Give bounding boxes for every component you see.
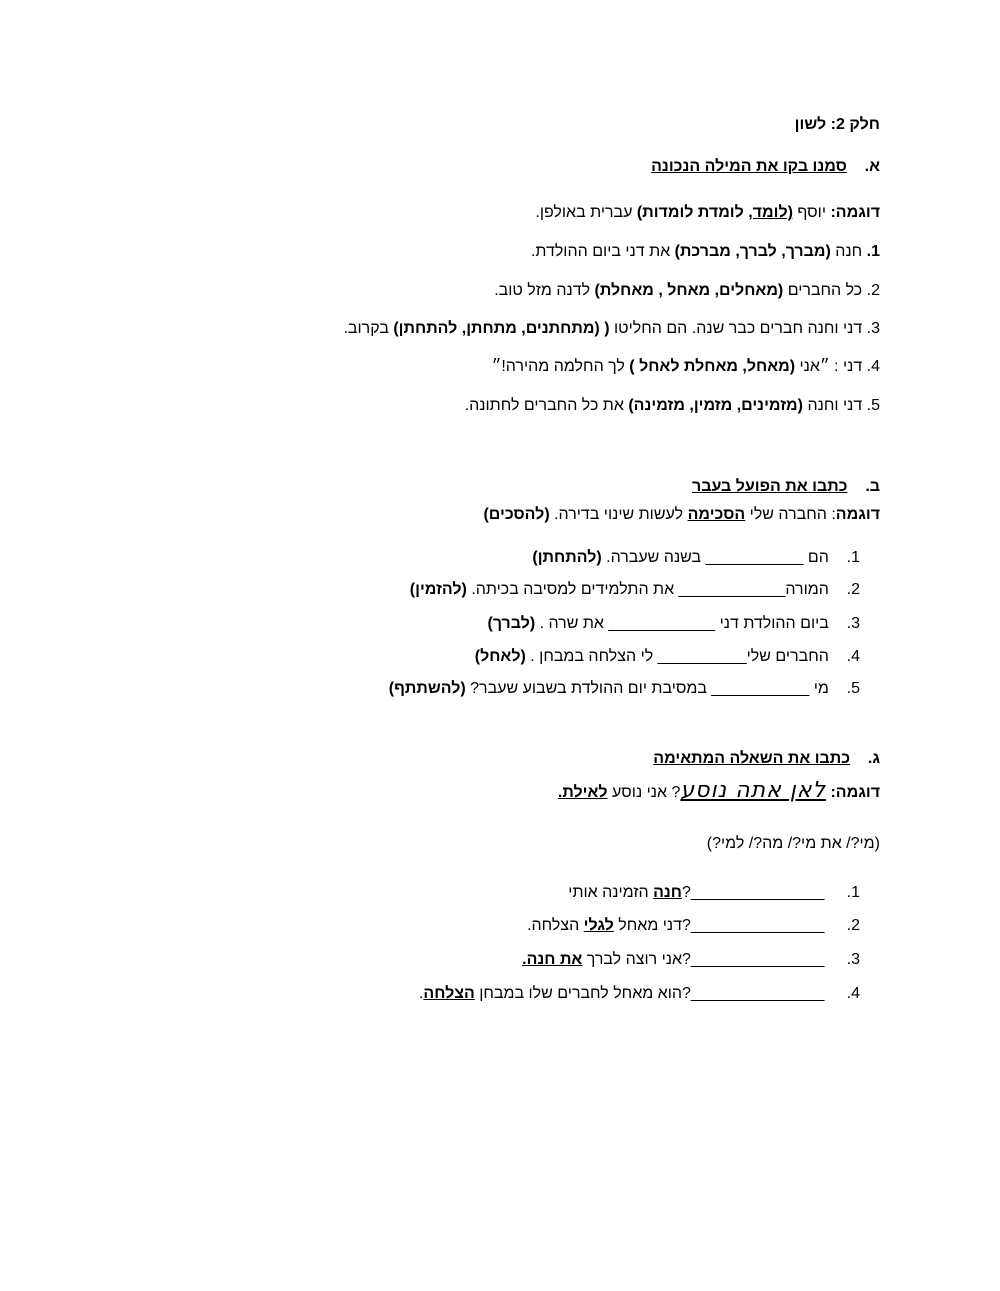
fill-blank[interactable]: החברים שלי__________ לי הצלחה במבחן .: [525, 648, 829, 665]
section-a-item-1: 1. חנה (מברך, לברך, מברכת) את דני ביום ההולדת.: [530, 243, 880, 260]
fill-blank[interactable]: _______________: [690, 884, 825, 901]
section-a-title: סמנו בקו את המילה הנכונה: [651, 158, 847, 175]
example-choice-marked: (לומד,: [748, 204, 793, 221]
section-b-item-5: 5. מי ___________ במסיבת יום ההולדת בשבוע שעבר? (להשתתף): [388, 680, 860, 697]
handwritten-question: לאן אתה נוסע: [680, 778, 826, 803]
section-a-example: דוגמה: יוסף (לומד, לומדת לומדות) עברית באולפן.: [535, 204, 880, 221]
section-c-item-2: 2. _______________?דני מאחל לגלי הצלחה.: [527, 917, 860, 934]
choice-group[interactable]: (מזמינים, מזמין, מזמינה): [628, 397, 803, 414]
fill-blank[interactable]: _______________: [690, 951, 825, 968]
fill-blank[interactable]: מי ___________ במסיבת יום ההולדת בשבוע שעבר?: [465, 680, 829, 697]
section-b-item-4: 4. החברים שלי__________ לי הצלחה במבחן . (לאחל): [474, 648, 860, 665]
fill-blank[interactable]: הם ___________ בשנה שעברה.: [601, 549, 829, 566]
section-a-item-4: 4. דני : ״אני (מאחל, מאחלת לאחל ) לך החלמה מהירה!״: [491, 358, 880, 375]
choice-group[interactable]: (מאחלים, מאחל , מאחלת): [594, 282, 784, 299]
section-b-item-3: 3. ביום ההולדת דני ____________ את שרה . (לברך): [487, 615, 860, 632]
section-b-item-2: 2. המורה____________ את התלמידים למסיבה בכיתה. (להזמין): [409, 581, 860, 598]
part-title: חלק 2: לשון: [794, 116, 880, 133]
choice-group[interactable]: (מאחל, מאחלת לאחל ): [629, 358, 796, 375]
choice-group[interactable]: ( (מתחתנים, מתחתן, להתחתן): [393, 320, 610, 337]
section-b-letter: ב.: [865, 478, 880, 495]
section-c-item-4: 4. _______________?הוא מאחל לחברים שלו במבחן הצלחה.: [418, 985, 860, 1002]
section-c-item-1: 1. _______________?חנה הזמינה אותי: [568, 884, 860, 901]
fill-blank[interactable]: ביום ההולדת דני ____________ את שרה .: [535, 615, 829, 632]
section-a-letter: א.: [864, 158, 880, 175]
fill-blank[interactable]: _______________: [690, 917, 825, 934]
section-b-item-1: 1. הם ___________ בשנה שעברה. (להתחתן): [532, 549, 860, 566]
example-label: דוגמה:: [830, 204, 880, 221]
section-a-item-5: 5. דני וחנה (מזמינים, מזמין, מזמינה) את כל החברים לחתונה.: [464, 397, 880, 414]
choice-group[interactable]: (מברך, לברך, מברכת): [674, 243, 831, 260]
section-a-item-2: 2. כל החברים (מאחלים, מאחל , מאחלת) לדנה מזל טוב.: [494, 282, 880, 299]
section-c-item-3: 3. _______________?אני רוצה לברך את חנה.: [522, 951, 860, 968]
section-a-item-3: 3. דני וחנה חברים כבר שנה. הם החליטו ( (מתחתנים, מתחתן, להתחתן) בקרוב.: [343, 320, 880, 337]
section-a-heading: [651, 158, 880, 176]
fill-blank[interactable]: _______________: [690, 985, 825, 1002]
section-c-heading: [653, 750, 880, 768]
fill-blank[interactable]: המורה____________ את התלמידים למסיבה בכיתה.: [466, 581, 829, 598]
example-answer: לאילת.: [557, 784, 608, 801]
question-word-options: (מי?/ את מי?/ מה?/ למי?): [706, 835, 880, 852]
section-b-heading: [692, 478, 880, 496]
example-answer: הסכימה: [687, 506, 746, 523]
section-c-letter: ג.: [867, 750, 880, 767]
section-c-example: דוגמה: לאן אתה נוסע? אני נוסע לאילת.: [557, 778, 880, 803]
section-b-example: דוגמה: החברה שלי הסכימה לעשות שינוי בדירה. (להסכים): [483, 506, 880, 523]
section-c-title: כתבו את השאלה המתאימה: [653, 750, 851, 767]
section-b-title: כתבו את הפועל בעבר: [692, 478, 848, 495]
